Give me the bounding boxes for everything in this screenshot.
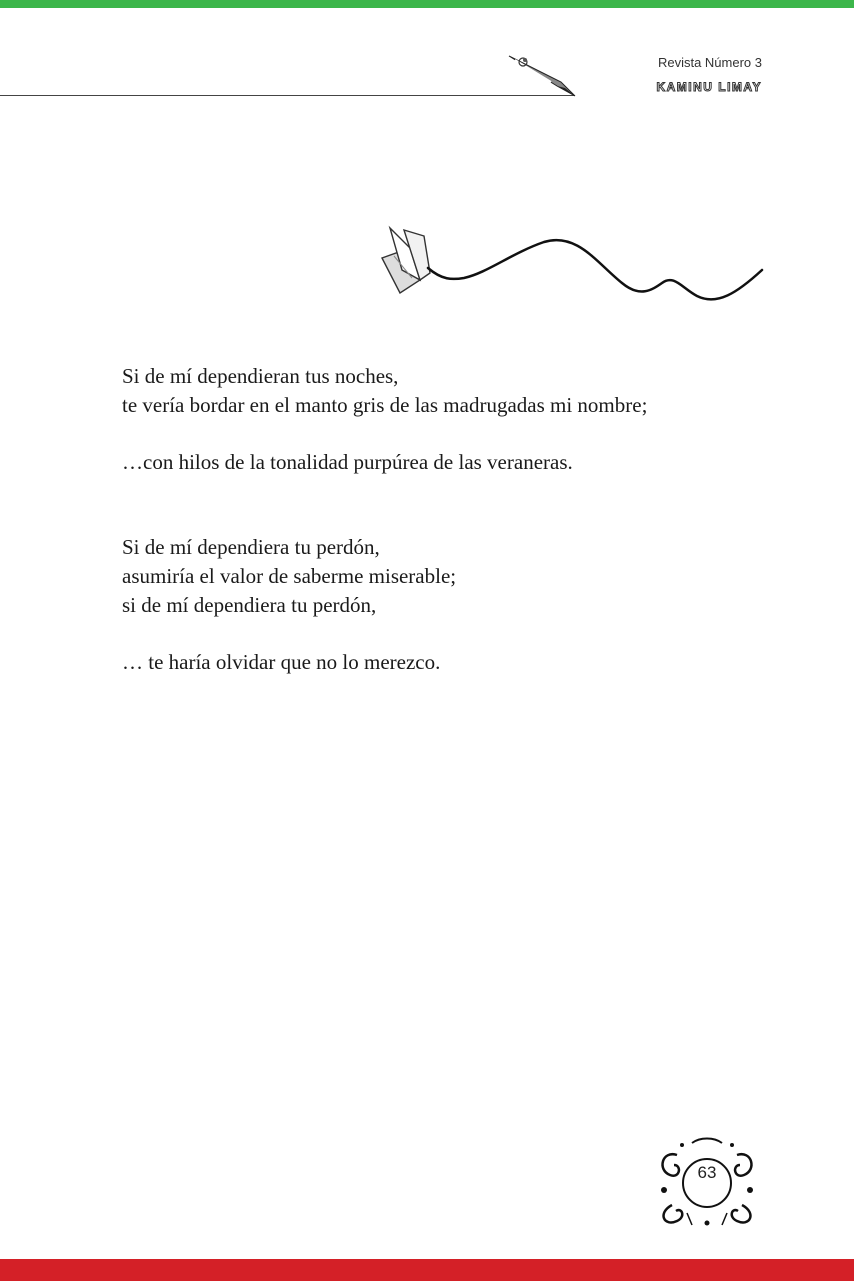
poem-line: si de mí dependiera tu perdón, [122, 593, 377, 617]
poem-line: Si de mí dependieran tus noches, [122, 364, 399, 388]
page-number: 63 [697, 1163, 717, 1182]
stanza-2 [122, 448, 822, 477]
stanza-3 [122, 533, 822, 620]
poem-line: … te haría olvidar que no lo merezco. [122, 650, 441, 674]
poem-line: Si de mí dependiera tu perdón, [122, 535, 380, 559]
top-green-bar [0, 0, 854, 8]
stanza-4 [122, 648, 822, 677]
pen-nib-icon [505, 52, 580, 100]
flying-book-icon [372, 218, 772, 313]
stanza-1 [122, 362, 822, 420]
poem-body [122, 362, 822, 705]
poem-line: te vería bordar en el manto gris de las madrugadas mi nombre; [122, 393, 648, 417]
issue-label: Revista Número 3 [657, 55, 762, 70]
magazine-title: KAMINU LIMAY [656, 80, 762, 94]
poem-line: …con hilos de la tonalidad purpúrea de las veraneras. [122, 450, 573, 474]
header-rule [0, 95, 575, 96]
poem-line: asumiría el valor de saberme miserable; [122, 564, 457, 588]
bottom-red-bar [0, 1259, 854, 1281]
